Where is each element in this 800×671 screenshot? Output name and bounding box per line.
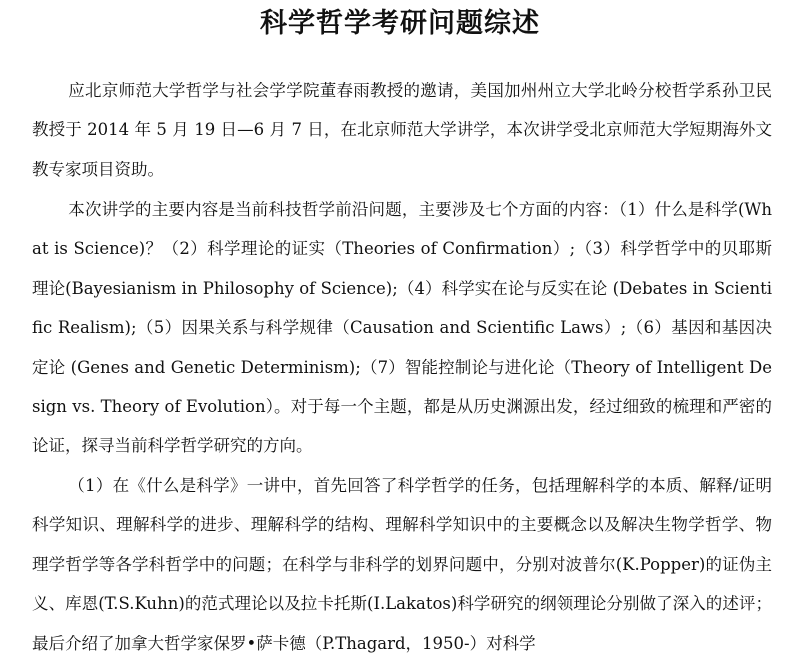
document-title: 科学哲学考研问题综述 <box>260 8 540 39</box>
paragraph-invitation: 应北京师范大学哲学与社会学学院董春雨教授的邀请，美国加州州立大学北岭分校哲学系孙卫民教授于 2014 年 5 月 19 日—6 月 7 日，在北京师范大学讲学，本次讲学受北京师范大学短期海外文教专家项目资助。 <box>32 81 772 179</box>
paragraph-what-is-science: （1）在《什么是科学》一讲中，首先回答了科学哲学的任务，包括理解科学的本质、解释/证明科学知识、理解科学的进步、理解科学的结构、理解科学知识中的主要概念以及解决生物学哲学、物理学哲学等各学科哲学中的问题；在科学与非科学的划界问题中，分别对波普尔(K.Popper)的证伪主义、库恩(T.S.Kuhn)的范式理论以及拉卡托斯(I.Lakatos)科学研究的纲领理论分别做了深入的述评；最后介绍了加拿大哲学家保罗•萨卡德（P.Thagard，1950-）对科学 <box>32 476 772 653</box>
paragraph-lecture-topics: 本次讲学的主要内容是当前科技哲学前沿问题，主要涉及七个方面的内容：（1）什么是科学(What is Science)？（2）科学理论的证实（Theories of Confirmation）;（3）科学哲学中的贝耶斯理论(Bayesianism in Philosophy of Science);（4）科学实在论与反实在论 (Debates in Scientific Realism);（5）因果关系与科学规律（Causation and Scientific Laws）;（6）基因和基因决定论 (Genes and Genetic Determinism);（7）智能控制论与进化论（Theory of Intelligent Design vs. Theory of Evolution）。对于每一个主题，都是从历史渊源出发，经过细致的梳理和严密的论证，探寻当前科学哲学研究的方向。 <box>32 200 772 456</box>
